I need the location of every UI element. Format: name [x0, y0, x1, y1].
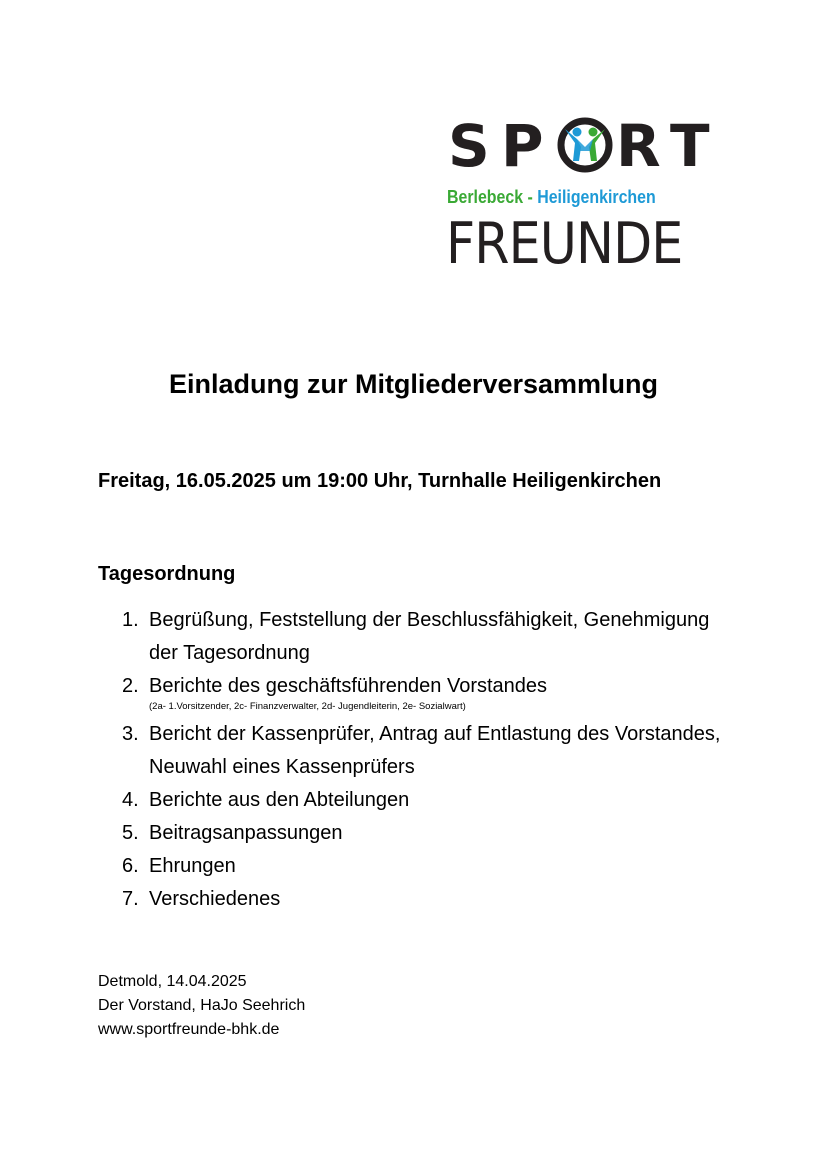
logo-place-right: Heiligenkirchen	[537, 186, 656, 207]
agenda-item-text: Berichte aus den Abteilungen	[149, 789, 410, 811]
agenda-item-number: 5.	[122, 822, 139, 844]
agenda-item-text: Beitragsanpassungen	[149, 822, 343, 844]
agenda-item	[122, 817, 742, 850]
logo-letter-s: S	[448, 112, 490, 180]
logo-place-separator: -	[523, 186, 538, 207]
agenda-item-text: Verschiedenes	[149, 888, 281, 910]
people-circle-icon	[557, 117, 613, 173]
club-logo	[446, 112, 712, 277]
logo-place-name	[447, 186, 676, 208]
agenda-item-number: 2.	[122, 675, 139, 697]
agenda-item	[122, 850, 742, 883]
logo-freunde-word: FREUNDE	[446, 211, 683, 277]
footer-website-link[interactable]: www.sportfreunde-bhk.de	[98, 1021, 280, 1038]
footer-signature: Der Vorstand, HaJo Seehrich	[98, 997, 306, 1014]
logo-letter-r: R	[616, 112, 661, 180]
agenda-item	[122, 718, 742, 784]
agenda-item-number: 7.	[122, 888, 139, 910]
agenda-heading: Tagesordnung	[98, 563, 236, 585]
agenda-item-text: Berichte des geschäftsführenden Vorstandes	[149, 675, 548, 697]
footer-place-date: Detmold, 14.04.2025	[98, 973, 247, 990]
agenda-item	[122, 784, 742, 817]
agenda-item-number: 6.	[122, 855, 139, 877]
page-title: Einladung zur Mitgliederversammlung	[168, 369, 659, 399]
agenda-item-number: 3.	[122, 723, 139, 745]
agenda-item-text: Ehrungen	[149, 855, 236, 877]
agenda-item	[122, 670, 742, 714]
agenda-item-text: Begrüßung, Feststellung der Beschlussfähigkeit, Genehmigung der Tagesordnung	[149, 609, 710, 664]
agenda-item-number: 4.	[122, 789, 139, 811]
agenda-item-note: (2a- 1.Vorsitzender, 2c- Finanzverwalter, 2d- Jugendleiterin, 2e- Sozialwart)	[149, 701, 466, 712]
agenda-item	[122, 604, 742, 670]
agenda-item-number: 1.	[122, 609, 139, 631]
agenda-item-text: Bericht der Kassenprüfer, Antrag auf Entlastung des Vorstandes, Neuwahl eines Kassenprüfers	[149, 723, 721, 778]
logo-letter-t: T	[670, 112, 710, 180]
agenda-item	[122, 883, 742, 916]
event-date-location: Freitag, 16.05.2025 um 19:00 Uhr, Turnhalle Heiligenkirchen	[98, 470, 662, 492]
agenda-list	[122, 604, 742, 916]
logo-letter-p: P	[501, 112, 544, 180]
footer	[98, 970, 305, 1042]
logo-place-left: Berlebeck	[447, 186, 524, 207]
logo-sport-word	[446, 112, 712, 180]
